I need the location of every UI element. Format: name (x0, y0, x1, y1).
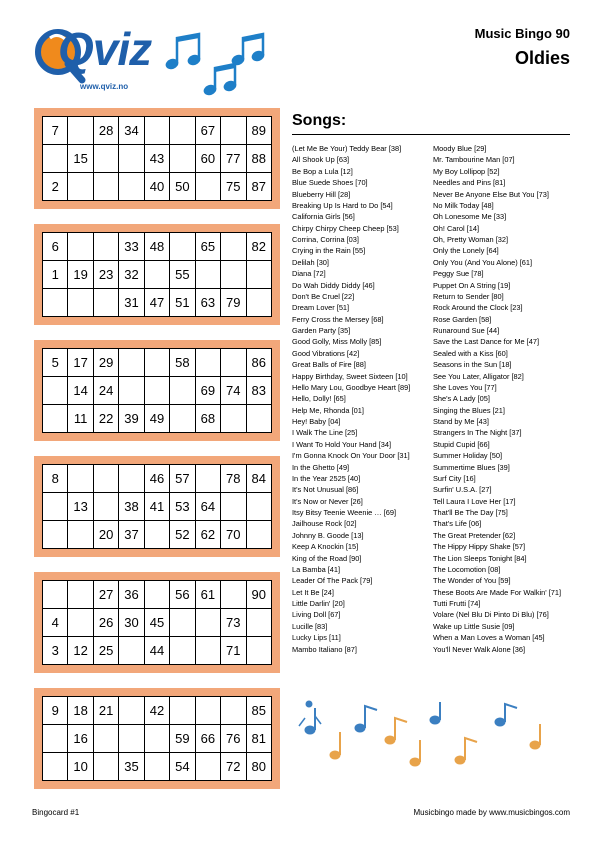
song-item: Rock Around the Clock [23] (433, 303, 523, 313)
bingo-row (43, 405, 272, 433)
bingo-cell: 46 (144, 465, 169, 493)
bingo-grid (42, 464, 272, 549)
bingo-cards (34, 108, 280, 804)
bingo-cell (221, 493, 246, 521)
bingo-cell: 74 (221, 377, 246, 405)
bingo-cell: 44 (144, 637, 169, 665)
bingo-card (34, 108, 280, 209)
song-item: Blueberry Hill [28] (292, 189, 351, 199)
bingo-cell: 68 (195, 405, 220, 433)
song-item: Singing the Blues [21] (433, 405, 505, 415)
bingo-cell (144, 377, 169, 405)
song-item: Return to Sender [80] (433, 291, 504, 301)
bingo-cell (68, 233, 93, 261)
bingo-cell: 72 (221, 753, 246, 781)
bingo-cell: 59 (170, 725, 195, 753)
bingo-cell: 9 (43, 697, 68, 725)
bingo-cell: 29 (93, 349, 118, 377)
bingo-cell (195, 697, 220, 725)
bingo-cell (144, 261, 169, 289)
bingo-row (43, 581, 272, 609)
bingo-cell: 80 (246, 753, 272, 781)
bingo-cell (170, 117, 195, 145)
song-item: It's Now or Never [26] (292, 496, 363, 506)
bingo-row (43, 349, 272, 377)
song-item: Little Darlin' [20] (292, 599, 345, 608)
bingo-cell (170, 233, 195, 261)
bingo-cell (93, 725, 118, 753)
song-item: The Lion Sleeps Tonight [84] (433, 553, 527, 563)
bingo-cell: 26 (93, 609, 118, 637)
song-item: Oh Lonesome Me [33] (433, 212, 507, 222)
bingo-cell (246, 405, 272, 433)
song-item: Blue Suede Shoes [70] (292, 178, 368, 188)
song-item: My Boy Lollipop [52] (433, 166, 500, 176)
song-item: The Locomotion [08] (433, 564, 501, 574)
bingo-cell (144, 581, 169, 609)
song-item: Breaking Up Is Hard to Do [54] (292, 200, 393, 210)
bingo-row (43, 609, 272, 637)
bingo-cell: 52 (170, 521, 195, 549)
bingo-row (43, 117, 272, 145)
bingo-row (43, 145, 272, 173)
bingo-grid (42, 232, 272, 317)
bingo-row (43, 377, 272, 405)
song-item: King of the Road [90] (292, 553, 362, 563)
songs-heading: Songs: (292, 112, 347, 129)
bingo-cell: 17 (68, 349, 93, 377)
song-item: I Want To Hold Your Hand [34] (292, 439, 392, 449)
bingo-cell (221, 405, 246, 433)
song-item: Don't Be Cruel [22] (292, 291, 355, 301)
bingo-cell (68, 609, 93, 637)
song-item: Never Be Anyone Else But You [73] (433, 189, 549, 199)
bingo-row (43, 753, 272, 781)
bingo-cell (68, 581, 93, 609)
bingo-cell (43, 493, 68, 521)
bingo-cell: 73 (221, 609, 246, 637)
bingo-cell (93, 145, 118, 173)
song-item: Only You (And You Alone) [61] (433, 257, 533, 267)
bingo-cell (68, 521, 93, 549)
bingo-row (43, 233, 272, 261)
bingo-cell: 85 (246, 697, 272, 725)
bingo-cell (68, 465, 93, 493)
song-item: Mambo Italiano [87] (292, 644, 357, 654)
songs-list-right (433, 143, 575, 655)
song-item: Sealed with a Kiss [60] (433, 348, 508, 358)
bingo-cell: 11 (68, 405, 93, 433)
bingo-cell: 35 (119, 753, 144, 781)
song-item: Good Vibrations [42] (292, 348, 360, 358)
bingo-cell: 65 (195, 233, 220, 261)
bingo-cell: 25 (93, 637, 118, 665)
song-item: (Let Me Be Your) Teddy Bear [38] (292, 144, 402, 153)
bingo-row (43, 697, 272, 725)
bingo-cell (144, 117, 169, 145)
bingo-cell: 53 (170, 493, 195, 521)
bingo-cell (170, 609, 195, 637)
bingo-cell: 75 (221, 173, 246, 201)
bingo-cell: 20 (93, 521, 118, 549)
song-item: Hey! Baby [04] (292, 417, 341, 426)
song-item: The Great Pretender [62] (433, 530, 516, 540)
bingo-cell: 66 (195, 725, 220, 753)
bingo-cell (246, 261, 272, 289)
song-item: Leader Of The Pack [79] (292, 576, 373, 586)
bingo-cell: 7 (43, 117, 68, 145)
bingo-cell (144, 753, 169, 781)
song-item: Peggy Sue [78] (433, 269, 484, 279)
bingo-cell: 22 (93, 405, 118, 433)
bingo-cell: 16 (68, 725, 93, 753)
bingo-cell (93, 753, 118, 781)
bingo-cell (170, 637, 195, 665)
song-item: Delilah [30] (292, 257, 329, 267)
bingo-cell: 8 (43, 465, 68, 493)
song-item: Strangers In The Night [37] (433, 428, 522, 438)
song-item: Be Bop a Lula [12] (292, 166, 353, 176)
song-item: Save the Last Dance for Me [47] (433, 337, 539, 347)
song-item: Dream Lover [51] (292, 303, 350, 313)
bingo-cell: 86 (246, 349, 272, 377)
bingo-cell: 51 (170, 289, 195, 317)
song-item: I Walk The Line [25] (292, 428, 358, 438)
bingo-cell (170, 377, 195, 405)
bingo-row (43, 725, 272, 753)
song-item: She Loves You [77] (433, 382, 497, 392)
bingo-cell: 64 (195, 493, 220, 521)
bingo-cell: 23 (93, 261, 118, 289)
bingo-cell: 12 (68, 637, 93, 665)
bingo-cell: 6 (43, 233, 68, 261)
song-item: In the Ghetto [49] (292, 462, 350, 472)
bingo-grid (42, 116, 272, 201)
bingo-grid (42, 580, 272, 665)
bingo-cell: 48 (144, 233, 169, 261)
bingo-cell: 45 (144, 609, 169, 637)
bingo-cell (246, 521, 272, 549)
song-item: Do Wah Diddy Diddy [46] (292, 280, 375, 290)
bingo-cell: 61 (195, 581, 220, 609)
song-item: It's Not Unusual [86] (292, 485, 359, 495)
song-item: Garden Party [35] (292, 326, 351, 335)
bingo-cell (43, 753, 68, 781)
bingo-cell: 30 (119, 609, 144, 637)
bingo-cell: 78 (221, 465, 246, 493)
bingo-cell: 5 (43, 349, 68, 377)
bingo-cell: 36 (119, 581, 144, 609)
bingo-cell: 76 (221, 725, 246, 753)
bingo-cell: 15 (68, 145, 93, 173)
song-item: Keep A Knockin [15] (292, 542, 359, 552)
song-item: Great Balls of Fire [88] (292, 360, 366, 370)
song-item: Needles and Pins [81] (433, 178, 506, 188)
bingo-cell (195, 753, 220, 781)
bingo-cell (68, 117, 93, 145)
song-item: Itsy Bitsy Teenie Weenie … [69] (292, 508, 397, 517)
bingo-cell (68, 289, 93, 317)
bingo-cell: 34 (119, 117, 144, 145)
bingo-cell (195, 349, 220, 377)
bingo-cell (221, 581, 246, 609)
bingo-row (43, 637, 272, 665)
music-notes-icon (158, 28, 268, 100)
bingo-cell (43, 145, 68, 173)
page-title: Music Bingo 90 (474, 26, 570, 41)
bingo-cell (68, 173, 93, 201)
bingo-cell (144, 349, 169, 377)
bingo-cell (43, 581, 68, 609)
dancing-notes-icon (295, 700, 565, 780)
bingo-cell (93, 233, 118, 261)
song-item: Corrina, Corrina [03] (292, 235, 359, 244)
song-item: Stupid Cupid [66] (433, 439, 490, 449)
bingo-cell (93, 493, 118, 521)
bingo-card (34, 340, 280, 441)
bingo-cell: 88 (246, 145, 272, 173)
bingo-cell (119, 697, 144, 725)
bingo-row (43, 493, 272, 521)
bingo-cell (119, 349, 144, 377)
bingo-cell: 70 (221, 521, 246, 549)
bingo-cell: 56 (170, 581, 195, 609)
song-item: Crying in the Rain [55] (292, 246, 366, 256)
song-item: Happy Birthday, Sweet Sixteen [10] (292, 371, 408, 381)
bingo-cell (246, 493, 272, 521)
bingo-cell: 62 (195, 521, 220, 549)
songs-list-left (292, 143, 434, 655)
bingo-cell (119, 465, 144, 493)
bingo-row (43, 465, 272, 493)
song-item: When a Man Loves a Woman [45] (433, 633, 545, 643)
bingo-cell (93, 173, 118, 201)
song-item: These Boots Are Made For Walkin' [71] (433, 587, 562, 597)
bingo-card (34, 456, 280, 557)
bingo-cell: 67 (195, 117, 220, 145)
bingo-cell: 28 (93, 117, 118, 145)
song-item: Jailhouse Rock [02] (292, 519, 357, 529)
song-item: Only the Lonely [64] (433, 246, 499, 256)
bingo-cell: 58 (170, 349, 195, 377)
bingo-cell (144, 521, 169, 549)
song-item: Oh, Pretty Woman [32] (433, 235, 509, 244)
song-item: Living Doll [67] (292, 610, 341, 620)
bingo-cell (195, 465, 220, 493)
song-item: Hello Mary Lou, Goodbye Heart [89] (292, 382, 411, 392)
bingo-cell (119, 145, 144, 173)
bingo-cell (43, 405, 68, 433)
bingo-cell: 21 (93, 697, 118, 725)
song-item: In the Year 2525 [40] (292, 473, 361, 483)
bingo-cell (43, 725, 68, 753)
bingo-cell (221, 697, 246, 725)
bingo-cell (195, 637, 220, 665)
bingo-cell: 43 (144, 145, 169, 173)
bingo-cell (119, 725, 144, 753)
bingo-row (43, 261, 272, 289)
song-item: Tutti Frutti [74] (433, 599, 481, 608)
bingo-cell (170, 145, 195, 173)
bingo-cell: 37 (119, 521, 144, 549)
bingo-card (34, 688, 280, 789)
bingo-cell: 14 (68, 377, 93, 405)
footer-credit: Musicbingo made by www.musicbingos.com (413, 808, 570, 817)
song-item: The Hippy Hippy Shake [57] (433, 542, 526, 552)
song-item: Wake up Little Susie [09] (433, 621, 515, 631)
bingo-cell: 42 (144, 697, 169, 725)
bingo-cell: 71 (221, 637, 246, 665)
song-item: She's A Lady [05] (433, 394, 490, 404)
song-item: I'm Gonna Knock On Your Door [31] (292, 451, 410, 461)
bingo-cell (119, 637, 144, 665)
bingo-cell (93, 465, 118, 493)
song-item: No Milk Today [48] (433, 200, 494, 210)
bingo-cell: 18 (68, 697, 93, 725)
bingo-cell: 41 (144, 493, 169, 521)
song-item: That'll Be The Day [75] (433, 508, 508, 517)
bingo-row (43, 521, 272, 549)
bingo-cell: 63 (195, 289, 220, 317)
song-item: Lucille [83] (292, 621, 328, 631)
song-item: Diana [72] (292, 269, 326, 279)
bingo-cell: 4 (43, 609, 68, 637)
bingo-cell: 55 (170, 261, 195, 289)
song-item: Puppet On A String [19] (433, 280, 511, 290)
bingo-cell: 10 (68, 753, 93, 781)
bingo-cell (43, 521, 68, 549)
song-item: Lucky Lips [11] (292, 633, 341, 643)
song-item: California Girls [56] (292, 212, 355, 222)
bingo-cell: 60 (195, 145, 220, 173)
bingo-cell (43, 377, 68, 405)
bingo-cell (170, 405, 195, 433)
song-item: Good Golly, Miss Molly [85] (292, 337, 382, 347)
bingo-cell (221, 117, 246, 145)
bingo-cell: 31 (119, 289, 144, 317)
song-item: Let It Be [24] (292, 587, 334, 597)
bingo-cell: 38 (119, 493, 144, 521)
bingo-cell: 79 (221, 289, 246, 317)
bingo-cell (144, 725, 169, 753)
bingo-cell (195, 261, 220, 289)
page-subtitle: Oldies (514, 48, 570, 68)
song-item: Runaround Sue [44] (433, 326, 500, 335)
song-item: Volare (Nel Blu Di Pinto Di Blu) [76] (433, 610, 549, 620)
footer-card-number: Bingocard #1 (32, 808, 80, 817)
song-item: Johnny B. Goode [13] (292, 530, 364, 540)
bingo-grid (42, 348, 272, 433)
bingo-cell: 47 (144, 289, 169, 317)
bingo-cell (195, 173, 220, 201)
song-item: All Shook Up [63] (292, 155, 350, 165)
bingo-cell (119, 377, 144, 405)
bingo-cell: 90 (246, 581, 272, 609)
bingo-cell: 49 (144, 405, 169, 433)
song-item: La Bamba [41] (292, 564, 341, 574)
bingo-card (34, 572, 280, 673)
bingo-cell (246, 289, 272, 317)
bingo-cell (221, 233, 246, 261)
song-item: Mr. Tambourine Man [07] (433, 155, 515, 165)
bingo-cell: 33 (119, 233, 144, 261)
song-item: The Wonder of You [59] (433, 576, 511, 586)
song-item: Moody Blue [29] (433, 144, 487, 153)
bingo-cell: 77 (221, 145, 246, 173)
song-item: You'll Never Walk Alone [36] (433, 644, 526, 654)
bingo-cell: 24 (93, 377, 118, 405)
bingo-cell: 13 (68, 493, 93, 521)
bingo-cell (246, 609, 272, 637)
song-item: Help Me, Rhonda [01] (292, 405, 364, 415)
song-item: Surf City [16] (433, 473, 476, 483)
bingo-cell: 54 (170, 753, 195, 781)
song-item: Ferry Cross the Mersey [68] (292, 314, 384, 324)
bingo-cell: 87 (246, 173, 272, 201)
song-item: Surfin' U.S.A. [27] (433, 485, 492, 495)
bingo-cell: 69 (195, 377, 220, 405)
bingo-cell: 27 (93, 581, 118, 609)
song-item: Stand by Me [43] (433, 417, 489, 426)
song-item: Summer Holiday [50] (433, 451, 503, 461)
bingo-cell (221, 349, 246, 377)
bingo-card (34, 224, 280, 325)
bingo-cell (119, 173, 144, 201)
bingo-cell: 82 (246, 233, 272, 261)
song-item: Rose Garden [58] (433, 314, 492, 324)
logo-url: www.qviz.no (80, 82, 129, 91)
bingo-grid (42, 696, 272, 781)
bingo-cell: 81 (246, 725, 272, 753)
song-item: That's Life [06] (433, 519, 482, 529)
bingo-cell: 3 (43, 637, 68, 665)
song-item: Oh! Carol [14] (433, 223, 480, 233)
bingo-cell (93, 289, 118, 317)
bingo-cell (195, 609, 220, 637)
bingo-cell: 57 (170, 465, 195, 493)
song-item: Tell Laura I Love Her [17] (433, 496, 516, 506)
bingo-cell (170, 697, 195, 725)
bingo-cell: 19 (68, 261, 93, 289)
bingo-row (43, 289, 272, 317)
bingo-row (43, 173, 272, 201)
bingo-cell: 50 (170, 173, 195, 201)
bingo-cell: 2 (43, 173, 68, 201)
bingo-cell: 32 (119, 261, 144, 289)
bingo-cell (43, 289, 68, 317)
song-item: Summertime Blues [39] (433, 462, 510, 472)
bingo-cell: 89 (246, 117, 272, 145)
song-item: Chirpy Chirpy Cheep Cheep [53] (292, 223, 399, 233)
song-item: Hello, Dolly! [65] (292, 394, 346, 404)
bingo-cell (221, 261, 246, 289)
bingo-cell: 1 (43, 261, 68, 289)
song-item: See You Later, Alligator [82] (433, 371, 524, 381)
bingo-cell: 84 (246, 465, 272, 493)
bingo-cell: 40 (144, 173, 169, 201)
song-item: Seasons in the Sun [18] (433, 360, 512, 370)
bingo-cell (246, 637, 272, 665)
bingo-cell: 83 (246, 377, 272, 405)
bingo-cell: 39 (119, 405, 144, 433)
logo-text: Qviz (58, 23, 152, 75)
songs-divider (292, 134, 570, 135)
